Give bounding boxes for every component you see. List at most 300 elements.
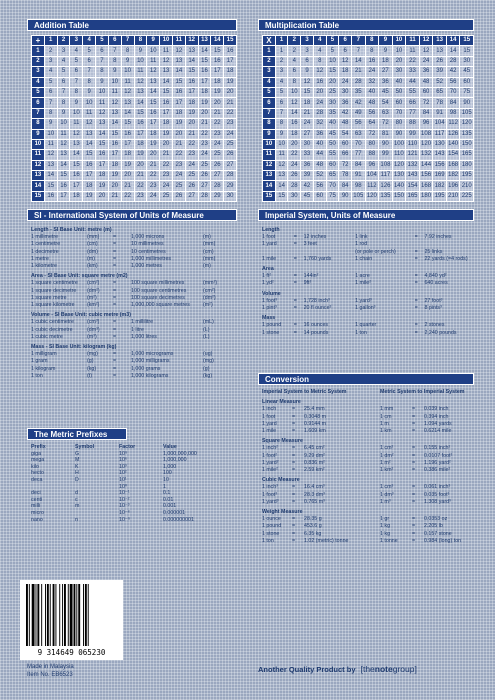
prefix-cell: hecto <box>31 470 44 477</box>
table-cell: 26 <box>224 150 237 160</box>
table-cell: 20 <box>147 150 160 160</box>
imperial-cell: = <box>293 234 297 241</box>
si-cell: (g) <box>203 365 210 372</box>
prefix-cell: 10 <box>163 476 169 483</box>
table-column-header: 15 <box>460 36 474 46</box>
imperial-cell: 16 ounces <box>303 322 329 329</box>
table-cell: 78 <box>339 171 352 181</box>
table-cell: 6 <box>70 67 83 77</box>
conversion-title: Conversion <box>258 373 474 385</box>
imperial-cell: 1 stone <box>262 329 280 336</box>
table-cell: 156 <box>433 160 447 170</box>
table-row-header: 3 <box>32 67 45 77</box>
table-cell: 75 <box>326 191 339 201</box>
table-cell: 8 <box>288 77 301 87</box>
si-cell: (L) <box>203 333 210 340</box>
table-column-header: 15 <box>224 36 237 46</box>
table-cell: 8 <box>275 119 288 129</box>
imperial-cell: = <box>414 234 418 241</box>
conversion-cell: 1 tonne <box>380 537 398 544</box>
imperial-cell: 12 inches <box>303 234 327 241</box>
table-cell: 14 <box>198 46 211 56</box>
table-cell: 84 <box>446 98 460 108</box>
table-cell: 6 <box>57 77 70 87</box>
imperial-cell: 4,840 yd² <box>424 273 447 280</box>
si-cell: 1,000 millimetres <box>131 255 172 262</box>
table-cell: 18 <box>288 129 301 139</box>
table-cell: 84 <box>419 108 433 118</box>
table-cell: 56 <box>446 77 460 87</box>
table-cell: 15 <box>70 160 83 170</box>
table-cell: 30 <box>326 98 339 108</box>
table-cell: 8 <box>108 56 121 66</box>
si-cell: 1 kilometre <box>31 263 57 270</box>
imperial-row <box>262 273 474 280</box>
si-cell: (cm) <box>203 248 214 255</box>
table-column-header: 5 <box>326 36 339 46</box>
table-cell: 26 <box>172 191 185 201</box>
conversion-cell: 1 mm <box>380 406 394 413</box>
prefix-cell: m <box>75 503 80 510</box>
table-row-header: 9 <box>32 129 45 139</box>
table-cell: 99 <box>406 129 420 139</box>
prefix-column-header: Factor <box>119 444 136 450</box>
table-cell: 36 <box>301 160 314 170</box>
conversion-cell: 6.45 cm² <box>304 445 325 452</box>
conversion-cell: = <box>412 491 416 498</box>
table-row-header: 2 <box>32 56 45 66</box>
conversion-cell: 25.4 mm <box>304 406 325 413</box>
table-cell: 12 <box>301 77 314 87</box>
prefix-cell: 0.001 <box>163 503 177 510</box>
table-cell: 182 <box>446 171 460 181</box>
si-cell: (mL) <box>203 319 214 326</box>
table-cell: 17 <box>134 129 147 139</box>
conversion-cell: = <box>412 523 416 530</box>
table-cell: 12 <box>121 87 134 97</box>
table-cell: 22 <box>406 56 420 66</box>
prefix-cell: 100 <box>163 470 172 477</box>
conversion-cell: = <box>292 452 296 459</box>
si-cell: = <box>113 234 117 241</box>
imperial-cell: 640 acres <box>424 280 448 287</box>
table-cell: 20 <box>326 77 339 87</box>
table-cell: 4 <box>44 67 57 77</box>
table-cell: 8 <box>313 56 326 66</box>
table-cell: 20 <box>134 160 147 170</box>
prefix-column-header: Value <box>163 444 177 450</box>
imperial-panel <box>258 209 474 369</box>
table-cell: 27 <box>211 171 224 181</box>
table-cell: 96 <box>365 160 379 170</box>
si-cell: 1,000 milligrams <box>131 358 170 365</box>
si-cell: (m) <box>203 263 211 270</box>
conversion-cell: 1 mile² <box>262 467 278 474</box>
prefix-column-header: Prefix <box>31 444 46 450</box>
table-cell: 20 <box>313 87 326 97</box>
table-cell: 27 <box>301 129 314 139</box>
si-row <box>31 280 237 287</box>
table-cell: 70 <box>446 87 460 97</box>
table-column-header: 1 <box>275 36 288 46</box>
table-operator-cell: X <box>263 36 276 46</box>
table-cell: 50 <box>392 87 406 97</box>
table-cell: 18 <box>172 108 185 118</box>
table-cell: 5 <box>275 87 288 97</box>
table-cell: 150 <box>392 191 406 201</box>
conversion-cell: = <box>292 413 296 420</box>
table-column-header: 5 <box>96 36 109 46</box>
imperial-row <box>262 256 474 263</box>
table-cell: 14 <box>70 150 83 160</box>
table-cell: 90 <box>460 98 474 108</box>
table-cell: 11 <box>275 150 288 160</box>
conversion-cell: 1.308 yard³ <box>424 498 451 505</box>
conversion-cell: = <box>292 484 296 491</box>
table-cell: 4 <box>57 56 70 66</box>
table-cell: 210 <box>446 191 460 201</box>
table-cell: 35 <box>326 108 339 118</box>
prefix-cell: deca <box>31 476 43 483</box>
conversion-cell: 0.0353 oz <box>424 516 448 523</box>
table-cell: 112 <box>365 181 379 191</box>
table-cell: 24 <box>313 98 326 108</box>
conversion-cell: 1 kg <box>380 523 391 530</box>
table-cell: 10 <box>44 129 57 139</box>
conversion-cell: = <box>412 428 416 435</box>
table-row <box>263 171 474 181</box>
table-cell: 23 <box>185 150 198 160</box>
table-cell: 25 <box>224 139 237 149</box>
table-cell: 180 <box>460 160 474 170</box>
table-row <box>263 98 474 108</box>
table-cell: 25 <box>326 87 339 97</box>
table-row-header: 3 <box>263 67 276 77</box>
table-cell: 8 <box>44 108 57 118</box>
si-cell: (mm) <box>87 234 100 241</box>
table-cell: 11 <box>83 108 96 118</box>
table-cell: 90 <box>339 191 352 201</box>
table-cell: 117 <box>433 129 447 139</box>
table-cell: 12 <box>108 98 121 108</box>
table-cell: 3 <box>275 67 288 77</box>
table-cell: 22 <box>121 191 134 201</box>
table-cell: 4 <box>70 46 83 56</box>
table-column-header: 13 <box>198 36 211 46</box>
conversion-row <box>262 538 474 545</box>
table-cell: 18 <box>211 77 224 87</box>
table-cell: 18 <box>108 160 121 170</box>
table-row <box>32 171 237 181</box>
table-cell: 27 <box>224 160 237 170</box>
si-cell: 1 cubic metre <box>31 333 63 340</box>
table-cell: 25 <box>198 160 211 170</box>
barcode-bars-icon <box>20 580 123 648</box>
table-cell: 48 <box>365 98 379 108</box>
table-cell: 17 <box>224 56 237 66</box>
conversion-row <box>262 531 474 538</box>
table-cell: 23 <box>134 191 147 201</box>
table-cell: 19 <box>121 160 134 170</box>
table-cell: 17 <box>198 77 211 87</box>
table-cell: 10 <box>326 56 339 66</box>
table-cell: 72 <box>379 119 393 129</box>
imperial-cell: = <box>293 273 297 280</box>
table-cell: 28 <box>211 181 224 191</box>
si-row <box>31 358 237 365</box>
table-cell: 132 <box>419 150 433 160</box>
table-cell: 21 <box>198 119 211 129</box>
table-cell: 10 <box>96 87 109 97</box>
conversion-cell: 453.6 g <box>304 523 322 530</box>
table-row-header: 15 <box>263 191 276 201</box>
table-row-header: 9 <box>263 129 276 139</box>
conversion-cell: 1 mile <box>262 428 277 435</box>
table-cell: 23 <box>160 171 173 181</box>
table-cell: 21 <box>211 108 224 118</box>
table-cell: 30 <box>224 191 237 201</box>
table-cell: 24 <box>211 139 224 149</box>
table-cell: 23 <box>198 139 211 149</box>
prefix-cell: n <box>75 516 78 523</box>
table-cell: 30 <box>288 191 301 201</box>
conversion-row <box>262 492 474 499</box>
imperial-body <box>258 221 474 337</box>
imperial-cell <box>294 249 304 256</box>
table-cell: 50 <box>326 139 339 149</box>
table-cell: 28 <box>198 191 211 201</box>
table-cell: 15 <box>57 171 70 181</box>
table-cell: 165 <box>460 150 474 160</box>
table-cell: 70 <box>326 181 339 191</box>
si-cell: (m²) <box>203 302 213 309</box>
table-cell: 12 <box>57 139 70 149</box>
table-row <box>32 87 237 97</box>
table-cell: 24 <box>224 129 237 139</box>
table-cell: 21 <box>121 181 134 191</box>
table-cell: 9 <box>379 46 393 56</box>
table-cell: 12 <box>172 46 185 56</box>
si-row <box>31 334 237 341</box>
footer-item-no: Item No. EB6523 <box>27 672 73 678</box>
imperial-cell: 1 foot <box>262 234 276 241</box>
table-cell: 28 <box>288 181 301 191</box>
si-cell: (t) <box>87 372 92 379</box>
prefix-cell <box>31 484 75 491</box>
table-cell: 20 <box>96 191 109 201</box>
conversion-cell: 1.02 (metric) tonne <box>304 537 349 544</box>
prefix-cell: micro <box>31 509 44 516</box>
imperial-cell: 1 foot³ <box>262 297 278 304</box>
table-cell: 16 <box>172 87 185 97</box>
imperial-row <box>262 305 474 312</box>
table-cell: 9 <box>70 98 83 108</box>
table-cell: 19 <box>108 171 121 181</box>
table-cell: 27 <box>185 191 198 201</box>
imperial-group-heading: Mass <box>262 315 276 322</box>
table-cell: 19 <box>185 108 198 118</box>
table-row-header: 1 <box>263 46 276 56</box>
si-cell: = <box>113 280 117 287</box>
conversion-row <box>262 406 474 413</box>
conversion-cell: = <box>292 523 296 530</box>
table-cell: 18 <box>301 98 314 108</box>
footer-tagline-block <box>258 666 417 674</box>
table-cell: 12 <box>419 46 433 56</box>
table-cell: 13 <box>108 108 121 118</box>
table-cell: 81 <box>379 129 393 139</box>
table-cell: 55 <box>406 87 420 97</box>
table-column-header: 11 <box>406 36 420 46</box>
table-cell: 17 <box>185 87 198 97</box>
prefix-row <box>31 484 237 491</box>
table-cell: 14 <box>83 139 96 149</box>
table-cell: 156 <box>419 171 433 181</box>
table-cell: 18 <box>134 139 147 149</box>
table-column-header: 11 <box>172 36 185 46</box>
table-cell: 126 <box>446 129 460 139</box>
table-cell: 104 <box>365 171 379 181</box>
si-row <box>31 249 237 256</box>
si-cell: 1 square metre <box>31 294 67 301</box>
conversion-cell: 0.9144 m <box>304 420 327 427</box>
table-column-header: 8 <box>365 36 379 46</box>
si-cell: = <box>113 287 117 294</box>
table-column-header: 3 <box>301 36 314 46</box>
table-cell: 23 <box>211 129 224 139</box>
table-cell: 105 <box>460 108 474 118</box>
conversion-cell: 0.386 mile² <box>424 467 451 474</box>
table-cell: 16 <box>108 139 121 149</box>
table-cell: 13 <box>160 67 173 77</box>
si-cell: 1 milligram <box>31 351 57 358</box>
imperial-cell: 1 quarter <box>355 322 377 329</box>
imperial-cell: = <box>293 322 297 329</box>
table-cell: 21 <box>185 129 198 139</box>
table-row <box>32 108 237 118</box>
table-cell: 100 <box>392 139 406 149</box>
table-cell: 11 <box>134 67 147 77</box>
table-cell: 14 <box>172 67 185 77</box>
conversion-column-headers <box>258 385 474 396</box>
prefix-cell: kilo <box>31 463 39 470</box>
imperial-cell: 1 gallon³ <box>355 305 376 312</box>
table-cell: 36 <box>419 67 433 77</box>
table-cell: 14 <box>160 77 173 87</box>
prefix-cell: 10⁻¹ <box>119 490 130 497</box>
si-cell: = <box>113 263 117 270</box>
table-cell: 16 <box>96 150 109 160</box>
imperial-row <box>262 249 474 256</box>
conversion-cell: 0.836 m² <box>304 459 325 466</box>
table-cell: 12 <box>83 119 96 129</box>
table-cell: 40 <box>365 87 379 97</box>
si-cell: (m) <box>203 234 211 241</box>
table-cell: 14 <box>96 129 109 139</box>
addition-table <box>31 35 237 202</box>
table-cell: 60 <box>339 139 352 149</box>
conversion-row <box>262 445 474 452</box>
table-cell: 80 <box>365 139 379 149</box>
table-cell: 26 <box>288 171 301 181</box>
table-cell: 54 <box>339 129 352 139</box>
table-cell: 24 <box>339 77 352 87</box>
table-row-header: 2 <box>263 56 276 66</box>
brand-logo: [thenotegroup] <box>360 664 417 674</box>
table-cell: 91 <box>433 108 447 118</box>
conversion-group-heading: Square Measure <box>262 438 303 445</box>
conversion-cell: = <box>412 498 416 505</box>
table-cell: 45 <box>301 191 314 201</box>
si-cell: 1,000,000 square metres <box>131 302 190 309</box>
conversion-group-heading: Cubic Measure <box>262 477 300 484</box>
table-cell: 130 <box>433 139 447 149</box>
prefix-row <box>31 517 237 524</box>
table-row <box>263 181 474 191</box>
table-row-header: 4 <box>32 77 45 87</box>
si-cell: (mm) <box>203 255 216 262</box>
table-cell: 9 <box>83 87 96 97</box>
si-cell: = <box>113 326 117 333</box>
table-cell: 35 <box>352 87 366 97</box>
si-cell: (L) <box>203 326 210 333</box>
conversion-cell: 1 stone <box>262 530 280 537</box>
si-cell: (cm) <box>87 241 98 248</box>
conversion-cell: = <box>412 537 416 544</box>
table-cell: 28 <box>224 171 237 181</box>
si-cell: (kg) <box>87 365 97 372</box>
table-cell: 14 <box>108 119 121 129</box>
table-cell: 7 <box>275 108 288 118</box>
table-cell: 14 <box>288 108 301 118</box>
si-cell: 1 decimetre <box>31 248 59 255</box>
table-cell: 16 <box>147 108 160 118</box>
table-cell: 8 <box>121 46 134 56</box>
table-cell: 24 <box>419 56 433 66</box>
table-cell: 18 <box>121 150 134 160</box>
table-cell: 22 <box>288 150 301 160</box>
table-cell: 18 <box>339 67 352 77</box>
imperial-cell: 1 yard³ <box>355 297 372 304</box>
table-cell: 15 <box>121 119 134 129</box>
table-cell: 4 <box>313 46 326 56</box>
si-cell: (g) <box>87 358 94 365</box>
prefix-cell: K <box>75 463 79 470</box>
si-cell: (dm²) <box>203 294 216 301</box>
table-cell: 140 <box>446 139 460 149</box>
table-cell: 8 <box>83 77 96 87</box>
si-cell: 1 ton <box>31 372 43 379</box>
table-cell: 11 <box>57 129 70 139</box>
table-cell: 25 <box>211 150 224 160</box>
table-row <box>32 129 237 139</box>
conversion-row <box>262 499 474 506</box>
prefix-cell: 1,000 <box>163 463 177 470</box>
table-cell: 210 <box>460 181 474 191</box>
table-cell: 21 <box>147 160 160 170</box>
conversion-cell: = <box>412 530 416 537</box>
table-row <box>263 139 474 149</box>
conversion-cell: 1 ounce <box>262 516 281 523</box>
prefix-cell: 1,000,000,000 <box>163 450 197 457</box>
table-cell: 44 <box>313 150 326 160</box>
table-cell: 18 <box>198 87 211 97</box>
table-cell: 22 <box>147 171 160 181</box>
table-column-header: 3 <box>70 36 83 46</box>
prefix-row <box>31 497 237 504</box>
table-cell: 10 <box>83 98 96 108</box>
prefix-cell: d <box>75 490 78 497</box>
